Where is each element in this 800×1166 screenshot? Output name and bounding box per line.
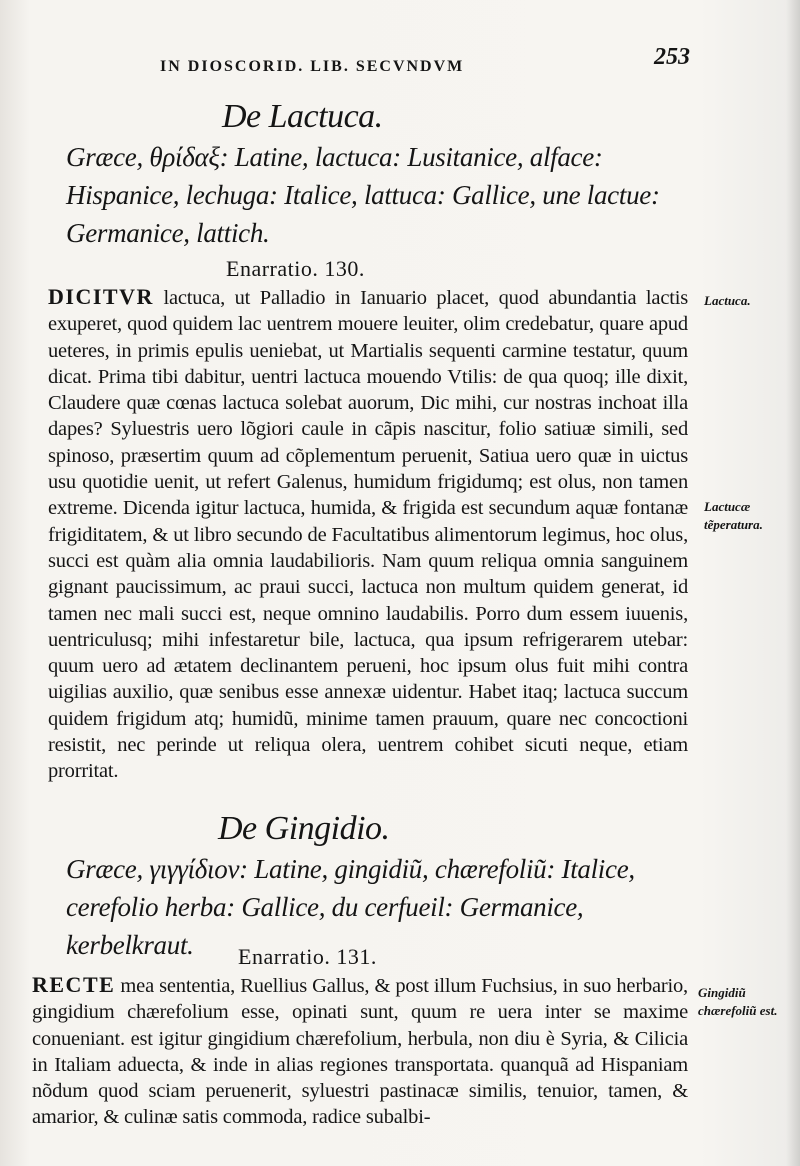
section-title-lactuca: De Lactuca. [222,98,383,135]
dropcap-recte: RECTE [32,972,116,997]
page-header [160,44,690,88]
section-title-gingidio: De Gingidio. [218,810,390,847]
synonyms-lactuca: Græce, θρίδαξ: Latine, lactuca: Lusitanice, alface: Hispanice, lechuga: Italice, lattuca: Gallice, une lactue: Germanice, lattich. [66,142,660,248]
commentary-gingidio [32,972,688,1131]
page-number: 253 [654,44,690,70]
synonyms-gingidio: Græce, γιγγίδιον: Latine, gingidiũ, chærefoliũ: Italice, cerefolio herba: Gallice, du cerfueil: Germanice, kerbelkraut. [66,854,635,960]
commentary-lactuca [48,284,688,785]
running-head: IN DIOSCORID. LIB. SECVNDVM [160,58,465,75]
page-edge-shadow [786,0,800,1166]
body-text-gingidio: mea sententia, Ruellius Gallus, & post illum Fuchsius, in suo herbario, gingidium chærefolium esse, opinati sunt, quum re uera inter se maxime conueniant. est igitur gingidium chærefolium, herbula, non diu è Syria, & Cilicia in Italiam aduecta, & inde in alias regiones transportata. quanquã ad Hispaniam nõdum quod sciam peruenerit, syluestri pastinacæ similis, tenuior, tamen, & amarior, & culinæ satis commoda, radice subalbi- [32,975,688,1129]
enarratio-heading-131: Enarratio. 131. [238,944,377,969]
enarratio-heading-130: Enarratio. 130. [226,256,365,281]
margin-note-lactuca: Lactuca. [704,293,751,308]
body-text-lactuca: lactuca, ut Palladio in Ianuario placet, quod abundantia lactis exuperet, quod quidem lac uentrem mouere leuiter, olim credebatur, quare apud ueteres, in primis epulis ueniebat, ut Martialis sequenti carmine testatur, quum dicat. Prima tibi dabitur, uentri lactuca mouendo Vtilis: de qua quoq; ille dixit, Claudere quæ cœnas lactuca solebat auorum, Dic mihi, cur nostras inchoat illa dapes? Syluestris uero lõgiori caule in cãpis nascitur, folio satiuæ simili, sed spinoso, præsertim quum ad cõplementum peruenit, Satiua uero quæ in uictus usu quotidie uenit, ut refert Galenus, humidum frigidumq; est olus, non tamen extreme. Dicenda igitur lactuca, humida, & frigida est secundum aquæ fontanæ frigiditatem, & ut libro secundo de Facultatibus alimentorum legimus, hoc olus, succi est quàm alia omnia laudabilioris. Nam quum reliqua omnia sanguinem gignant paucissimum, ac praui succi, lactuca non multum quidem generat, id tamen nec mali succi est, neque omnino laudabilis. Porro dum essem iuuenis, uentriculusq; mihi infestaretur bile, lactuca, qua ipsum refrigerarem utebar: quum uero ad ætatem declinantem perueni, hoc ipsum olus fuit mihi contra uigilias auxilio, quæ senibus esse annexæ uidentur. Habet itaq; lactuca succum quidem frigidum atq; humidũ, minime tamen prauum, quare nec concoctioni resistit, nec perinde ut reliqua olera, uentrem cohibet sicuti neque, etiam prorritat. [48,287,688,783]
margin-note-gingidium: Gingidiũ chærefoliũ est. [698,985,778,1018]
margin-note-temperatura: Lactucæ tẽperatura. [704,499,763,532]
dropcap-dicitur: DICITVR [48,284,154,309]
